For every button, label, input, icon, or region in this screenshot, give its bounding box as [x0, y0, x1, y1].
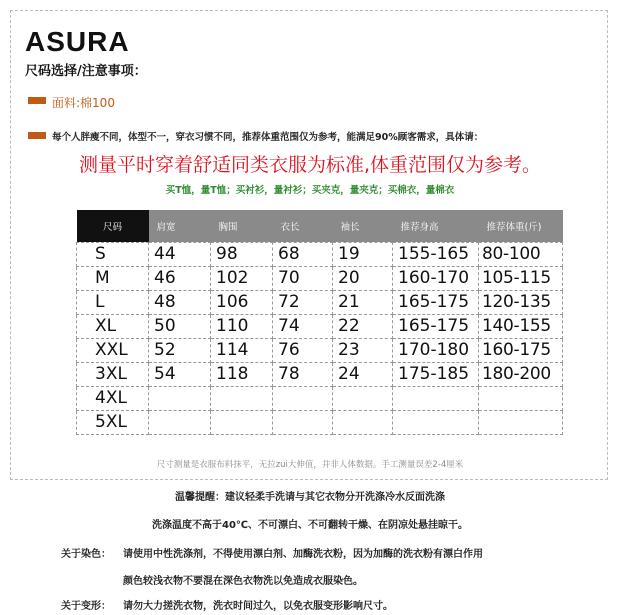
header-shoulder: 肩宽	[149, 210, 211, 242]
brand-logo: ASURA	[25, 26, 130, 57]
table-row	[77, 266, 563, 290]
size-cell: XL	[77, 314, 149, 338]
measure-cell	[273, 410, 333, 434]
note-bullet-icon	[28, 132, 46, 139]
measure-cell: 118	[211, 362, 273, 386]
measure-cell: 46	[149, 266, 211, 290]
measure-cell: 54	[149, 362, 211, 386]
measure-cell: 98	[211, 242, 273, 266]
measure-cell: 105-115	[479, 266, 563, 290]
measure-cell: 160-175	[479, 338, 563, 362]
measure-cell: 76	[273, 338, 333, 362]
table-row	[77, 290, 563, 314]
measure-cell	[149, 386, 211, 410]
table-row	[77, 362, 563, 386]
measure-cell: 52	[149, 338, 211, 362]
measure-cell	[211, 386, 273, 410]
measure-cell: 74	[273, 314, 333, 338]
measure-cell: 80-100	[479, 242, 563, 266]
care-tip-2: 洗涤温度不高于40℃、不可漂白、不可翻转干燥、在阴凉处悬挂晾干。	[151, 520, 469, 531]
table-row	[77, 314, 563, 338]
measure-cell	[479, 410, 563, 434]
measure-cell: 68	[273, 242, 333, 266]
header-chest: 胸围	[211, 210, 273, 242]
dye-text-2: 颜色较浅衣物不要混在深色衣物洗以免造成衣服染色。	[123, 576, 363, 587]
measure-cell: 110	[211, 314, 273, 338]
measure-cell: 102	[211, 266, 273, 290]
measure-cell: 165-175	[393, 314, 479, 338]
measure-cell: 165-175	[393, 290, 479, 314]
deform-text: 请勿大力搓洗衣物，洗衣时间过久，以免衣服变形影响尺寸。	[123, 601, 393, 612]
measure-cell	[333, 410, 393, 434]
size-cell: 5XL	[77, 410, 149, 434]
measure-headline: 测量平时穿着舒适同类衣服为标准,体重范围仅为参考。	[78, 154, 542, 176]
measure-cell	[479, 386, 563, 410]
measure-cell: 175-185	[393, 362, 479, 386]
measure-cell: 19	[333, 242, 393, 266]
measure-cell	[211, 410, 273, 434]
measurement-footnote: 尺寸测量是衣服布料抹平，无拉zui大伸值，并非人体数据。手工测量误差2-4厘米	[156, 460, 464, 470]
table-row	[77, 338, 563, 362]
measure-cell: 20	[333, 266, 393, 290]
measure-cell	[149, 410, 211, 434]
measure-cell: 50	[149, 314, 211, 338]
measure-cell: 140-155	[479, 314, 563, 338]
table-row	[77, 242, 563, 266]
header-weight: 推荐体重(斤)	[479, 210, 563, 242]
size-cell: L	[77, 290, 149, 314]
fabric-info: 面料:棉100	[52, 96, 115, 110]
header-length: 衣长	[273, 210, 333, 242]
measure-cell: 160-170	[393, 266, 479, 290]
measure-cell: 170-180	[393, 338, 479, 362]
header-sleeve: 袖长	[333, 210, 393, 242]
measure-cell: 155-165	[393, 242, 479, 266]
measure-cell: 180-200	[479, 362, 563, 386]
measure-cell: 22	[333, 314, 393, 338]
deform-label: 关于变形：	[61, 601, 111, 612]
measure-cell	[393, 410, 479, 434]
measure-cell: 78	[273, 362, 333, 386]
measure-cell: 72	[273, 290, 333, 314]
measure-howto: 买T恤，量T恤；买衬衫，量衬衫；买夹克，量夹克；买棉衣，量棉衣	[165, 185, 455, 196]
header-size: 尺码	[77, 210, 149, 242]
measure-cell: 44	[149, 242, 211, 266]
measure-cell	[333, 386, 393, 410]
measure-cell: 23	[333, 338, 393, 362]
size-table	[76, 210, 563, 435]
table-row	[77, 410, 563, 434]
measure-cell: 21	[333, 290, 393, 314]
size-cell: XXL	[77, 338, 149, 362]
section-title: 尺码选择/注意事项：	[25, 64, 147, 79]
fabric-bullet-icon	[28, 97, 46, 104]
size-cell: 4XL	[77, 386, 149, 410]
measure-cell: 48	[149, 290, 211, 314]
header-height: 推荐身高	[393, 210, 479, 242]
measure-cell	[393, 386, 479, 410]
dye-text-1: 请使用中性洗涤剂，不得使用漂白剂、加酶洗衣粉，因为加酶的洗衣粉有漂白作用	[123, 549, 483, 560]
measure-cell: 106	[211, 290, 273, 314]
care-tip-1: 温馨提醒：建议轻柔手洗请与其它衣物分开洗涤冷水反面洗涤	[175, 492, 445, 503]
size-cell: S	[77, 242, 149, 266]
fit-note: 每个人胖瘦不同，体型不一，穿衣习惯不同，推荐体重范围仅为参考，能满足90%顾客需求，具体请：	[52, 132, 484, 143]
measure-cell: 114	[211, 338, 273, 362]
dye-label: 关于染色：	[61, 549, 111, 560]
measure-cell: 120-135	[479, 290, 563, 314]
size-table-header	[77, 210, 563, 242]
size-cell: M	[77, 266, 149, 290]
measure-cell: 70	[273, 266, 333, 290]
measure-cell	[273, 386, 333, 410]
measure-cell: 24	[333, 362, 393, 386]
size-cell: 3XL	[77, 362, 149, 386]
table-row	[77, 386, 563, 410]
